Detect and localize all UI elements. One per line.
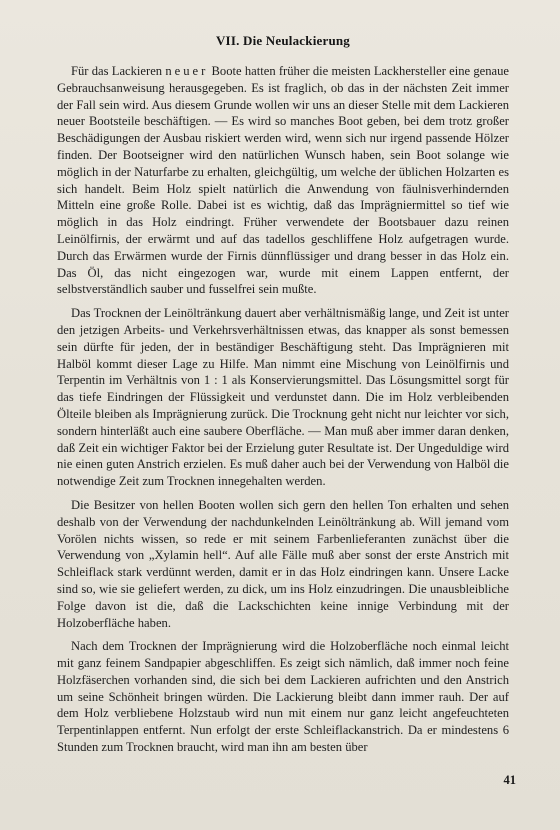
paragraph-1-lead: Für das Lackieren <box>71 64 166 78</box>
paragraph-1-rest: Boote hatten früher die meisten Lackhersteller eine genaue Gebrauchsanweisung herausgegeben. Es ist fraglich, ob das in der nächsten Zeit immer der Fall sein wird. Aus diesem Grunde wollen wir uns an dieser Stelle mit dem Lackieren neuer Bootsteile beschäftigen. — Es wird so manches Boot geben, bei dem trotz großer Beschädigungen der Ausbau riskiert werden wird, wenn sich nur irgend passende Hölzer finden. Der Bootseigner wird den natürlichen Wunsch haben, sein Boot solange wie möglich in der Naturfarbe zu erhalten, gleichgültig, um welche der üblichen Holzarten es sich handelt. Beim Holz spielt natürlich die Anwendung von fäulnisverhindernden Mitteln eine große Rolle. Dabei ist es wichtig, daß das Imprägniermittel so tief wie möglich in das Holz eindringt. Früher verwendete der Bootsbauer dazu reinen Leinölfirnis, der erwärmt und auf das tadellos geschliffene Holz aufgetragen wurde. Durch das Erwärmen wurde der Firnis dünnflüssiger und drang besser in das Holz ein. Das Öl, das nicht eingezogen war, wurde mit einem Lappen entfernt, der selbstverständlich sauber und fusselfrei sein mußte. <box>57 64 509 297</box>
page-content <box>57 33 509 763</box>
chapter-title: VII. Die Neulackierung <box>215 33 351 48</box>
page-number: 41 <box>503 773 516 787</box>
paragraph-4: Nach dem Trocknen der Imprägnierung wird die Holzoberfläche noch einmal leicht mit ganz feinem Sandpapier abgeschliffen. Es zeigt sich nämlich, daß immer noch feine Holzfäserchen vorhanden sind, die sich bei dem Lackieren aufrichten und den Anstrich um seine Schönheit bringen würden. Die Lackierung bleibt dann immer rauh. Der auf dem Holz verbliebene Holzstaub wird nun mit einem nur ganz leicht angefeuchteten Terpentinlappen entfernt. Nun erfolgt der erste Schleiflackanstrich. Da er mindestens 6 Stunden zum Trocknen braucht, wird man ihn am besten über <box>57 639 509 755</box>
paragraph-1-spaced-word: neuer <box>165 64 209 78</box>
paragraph-2: Das Trocknen der Leinöltränkung dauert aber verhältnismäßig lange, und Zeit ist unter den jetzigen Arbeits- und Verkehrsverhältnissen etwas, das knapper als sonst bemessen sein dürfte für jeden, der in beständiger Beschäftigung steht. Das Imprägnieren mit Halböl kommt dieser Lage zu Hilfe. Man nimmt eine Mischung von Leinölfirnis und Terpentin im Verhältnis von 1 : 1 als Konservierungsmittel. Das Lösungsmittel sorgt für das tiefe Eindringen der Flüssigkeit und verdunstet dann. Die im Holz verbleibenden Ölteile bleiben als Imprägnierung zurück. Die Trocknung geht nicht nur leichter vor sich, sondern hinterläßt auch eine saubere Oberfläche. — Man muß aber immer daran denken, daß Zeit ein wichtiger Faktor bei der Erzielung guter Resultate ist. Der Ungeduldige wird nie einen guten Anstrich erzielen. Es muß daher auch bei der Verwendung von Halböl die notwendige Zeit zum Trocknen innegehalten werden. <box>57 306 509 489</box>
paragraph-1 <box>57 63 509 298</box>
paragraph-3: Die Besitzer von hellen Booten wollen sich gern den hellen Ton erhalten und sehen deshalb von der Verwendung der nachdunkelnden Leinöltränkung ab. Will jemand vom Vorölen nichts wissen, so rede er mit seinem Farbenlieferanten zunächst über die Verwendung von „Xylamin hell“. Auf alle Fälle muß aber sonst der erste Anstrich mit Schleiflack stark verdünnt werden, damit er in das Holz eindringen kann. Unsere Lacke sind so, wie sie geliefert werden, zu dick, um ins Holz einzudringen. Die unausbleibliche Folge davon ist die, daß die Lackschichten keine innige Verbindung mit der Holzoberfläche haben. <box>57 497 509 630</box>
